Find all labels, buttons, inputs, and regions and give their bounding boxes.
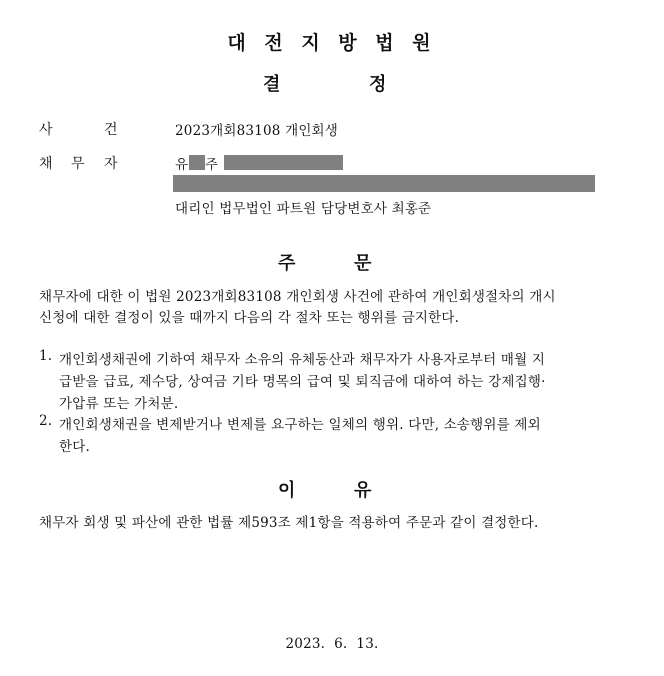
redaction-name-middle <box>189 155 205 170</box>
doc-type-left: 결 <box>263 74 281 95</box>
order-item-2-line-1: 개인회생채권을 변제받거나 변제를 요구하는 일체의 행위. 다만, 소송행위를 제외 <box>59 417 541 433</box>
order-heading-left: 주 <box>278 253 296 274</box>
order-heading-right: 문 <box>354 253 372 274</box>
debtor-name-first: 유 <box>175 157 189 173</box>
case-number: 2023개회83108 개인회생 <box>175 123 339 139</box>
order-item-2-line-2: 한다. <box>59 439 90 455</box>
debtor-label-char-3: 자 <box>104 156 118 172</box>
reason-heading-right: 유 <box>354 480 372 501</box>
redaction-resident-number <box>224 155 343 170</box>
order-item-1-number: 1. <box>39 348 53 364</box>
order-item-1-line-1: 개인회생채권에 기하여 채무자 소유의 유체동산과 채무자가 사용자로부터 매월 지 <box>59 352 546 368</box>
debtor-label-char-1: 채 <box>39 156 53 172</box>
order-intro-line-2: 신청에 대한 결정이 있을 때까지 다음의 각 절차 또는 행위를 금지한다. <box>39 310 460 326</box>
debtor-label-char-2: 무 <box>71 156 85 172</box>
debtor-agent: 대리인 법무법인 파트원 담당변호사 최홍준 <box>175 201 432 217</box>
reason-heading-left: 이 <box>278 480 296 501</box>
court-title: 대 전 지 방 법 원 <box>227 32 437 54</box>
order-intro-line-1: 채무자에 대한 이 법원 2023개회83108 개인회생 사건에 관하여 개인회생절차의 개시 <box>39 289 556 305</box>
reason-text: 채무자 회생 및 파산에 관한 법률 제593조 제1항을 적용하여 주문과 같이 결정한다. <box>39 515 539 531</box>
debtor-name-last: 주 <box>205 157 219 173</box>
doc-type-right: 정 <box>369 74 387 95</box>
case-label-char-2: 건 <box>104 122 118 138</box>
order-item-1-line-3: 가압류 또는 가처분. <box>59 396 179 412</box>
order-item-2-number: 2. <box>39 413 53 429</box>
decision-date: 2023. 6. 13. <box>285 636 379 652</box>
redaction-address <box>173 175 595 192</box>
case-label-char-1: 사 <box>39 122 53 138</box>
order-item-1-line-2: 급받을 급료, 제수당, 상여금 기타 명목의 급여 및 퇴직금에 대하여 하는 강제집행· <box>59 374 546 390</box>
